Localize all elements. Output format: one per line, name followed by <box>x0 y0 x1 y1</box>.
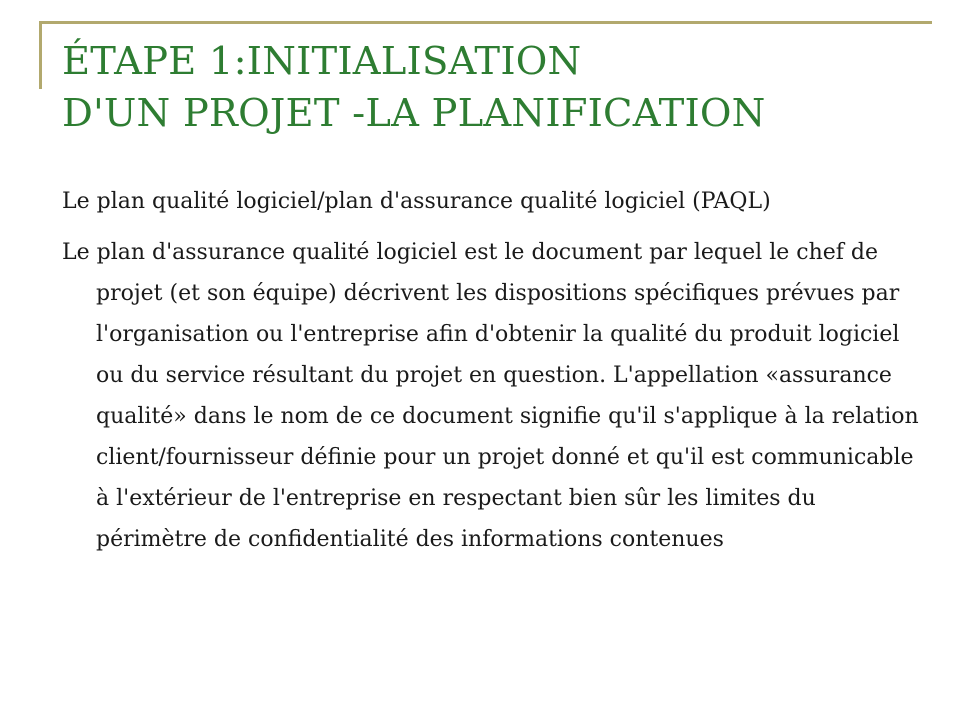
title-rule-vertical <box>39 21 42 89</box>
paragraph-paql-definition: Le plan d'assurance qualité logiciel est le document par lequel le chef de projet (et son équipe) décrivent les dispositions spécifiques prévues par l'organisation ou l'entreprise afin d'obtenir la qualité du produit logiciel ou du service résultant du projet en question. L'appellation «assurance qualité» dans le nom de ce document signifie qu'il s'applique à la relation client/fournisseur définie pour un projet donné et qu'il est communicable à l'extérieur de l'entreprise en respectant bien sûr les limites du périmètre de confidentialité des informations contenues <box>62 240 919 552</box>
paragraph-paql-heading: Le plan qualité logiciel/plan d'assurance qualité logiciel (PAQL) <box>62 189 771 214</box>
title-rule-horizontal <box>39 21 932 24</box>
slide-title-line-2: D'UN PROJET -LA PLANIFICATION <box>62 91 766 136</box>
slide-body <box>62 181 932 560</box>
slide-title <box>62 36 942 140</box>
slide-title-line-1: ÉTAPE 1:INITIALISATION <box>62 39 582 84</box>
